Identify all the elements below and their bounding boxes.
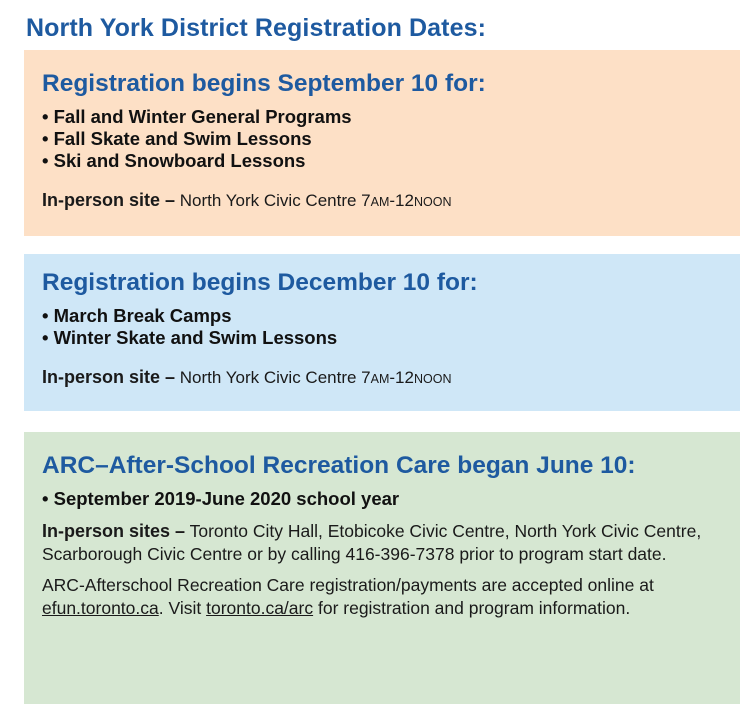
sites-text: Toronto City Hall, Etobicoke Civic Centre, North York Civic Centre, Scarborough Civic Centre or by calling 416-396-7378 prior to program start date. bbox=[42, 521, 702, 564]
info-mid: . Visit bbox=[158, 598, 202, 618]
arc-list bbox=[42, 488, 722, 510]
december-heading: Registration begins December 10 for: bbox=[42, 269, 478, 296]
list-item: • September 2019-June 2020 school year bbox=[42, 488, 400, 509]
arc-link[interactable]: toronto.ca/arc bbox=[206, 598, 314, 618]
september-registration-box bbox=[24, 50, 740, 236]
time-noon: NOON bbox=[413, 372, 452, 386]
list-item: • Fall and Winter General Programs bbox=[42, 106, 352, 127]
site-location: North York Civic Centre 7 bbox=[179, 191, 371, 210]
september-program-list bbox=[42, 106, 722, 172]
december-program-list bbox=[42, 305, 722, 349]
time-noon: NOON bbox=[413, 195, 452, 209]
info-suffix: for registration and program information. bbox=[317, 598, 631, 618]
sites-label: In-person sites – bbox=[42, 521, 186, 541]
arc-sites-paragraph bbox=[42, 520, 722, 566]
arc-registration-box bbox=[24, 432, 740, 704]
site-label: In-person site – bbox=[42, 190, 176, 210]
list-item: • Winter Skate and Swim Lessons bbox=[42, 327, 338, 348]
time-sep: -12 bbox=[389, 191, 414, 210]
info-prefix: ARC-Afterschool Recreation Care registration/payments are accepted online at bbox=[42, 575, 654, 595]
site-label: In-person site – bbox=[42, 367, 176, 387]
arc-heading: ARC–After-School Recreation Care began June 10: bbox=[42, 452, 636, 479]
page-title: North York District Registration Dates: bbox=[26, 14, 487, 42]
list-item: • March Break Camps bbox=[42, 305, 232, 326]
list-item: • Ski and Snowboard Lessons bbox=[42, 150, 306, 171]
in-person-site-line bbox=[42, 366, 722, 390]
december-registration-box bbox=[24, 254, 740, 411]
time-am: AM bbox=[370, 195, 390, 209]
arc-info-paragraph bbox=[42, 574, 722, 620]
time-sep: -12 bbox=[389, 368, 414, 387]
in-person-site-line bbox=[42, 189, 722, 213]
september-heading: Registration begins September 10 for: bbox=[42, 70, 486, 97]
site-location: North York Civic Centre 7 bbox=[179, 368, 371, 387]
list-item: • Fall Skate and Swim Lessons bbox=[42, 128, 312, 149]
efun-link[interactable]: efun.toronto.ca bbox=[42, 598, 159, 618]
time-am: AM bbox=[370, 372, 390, 386]
